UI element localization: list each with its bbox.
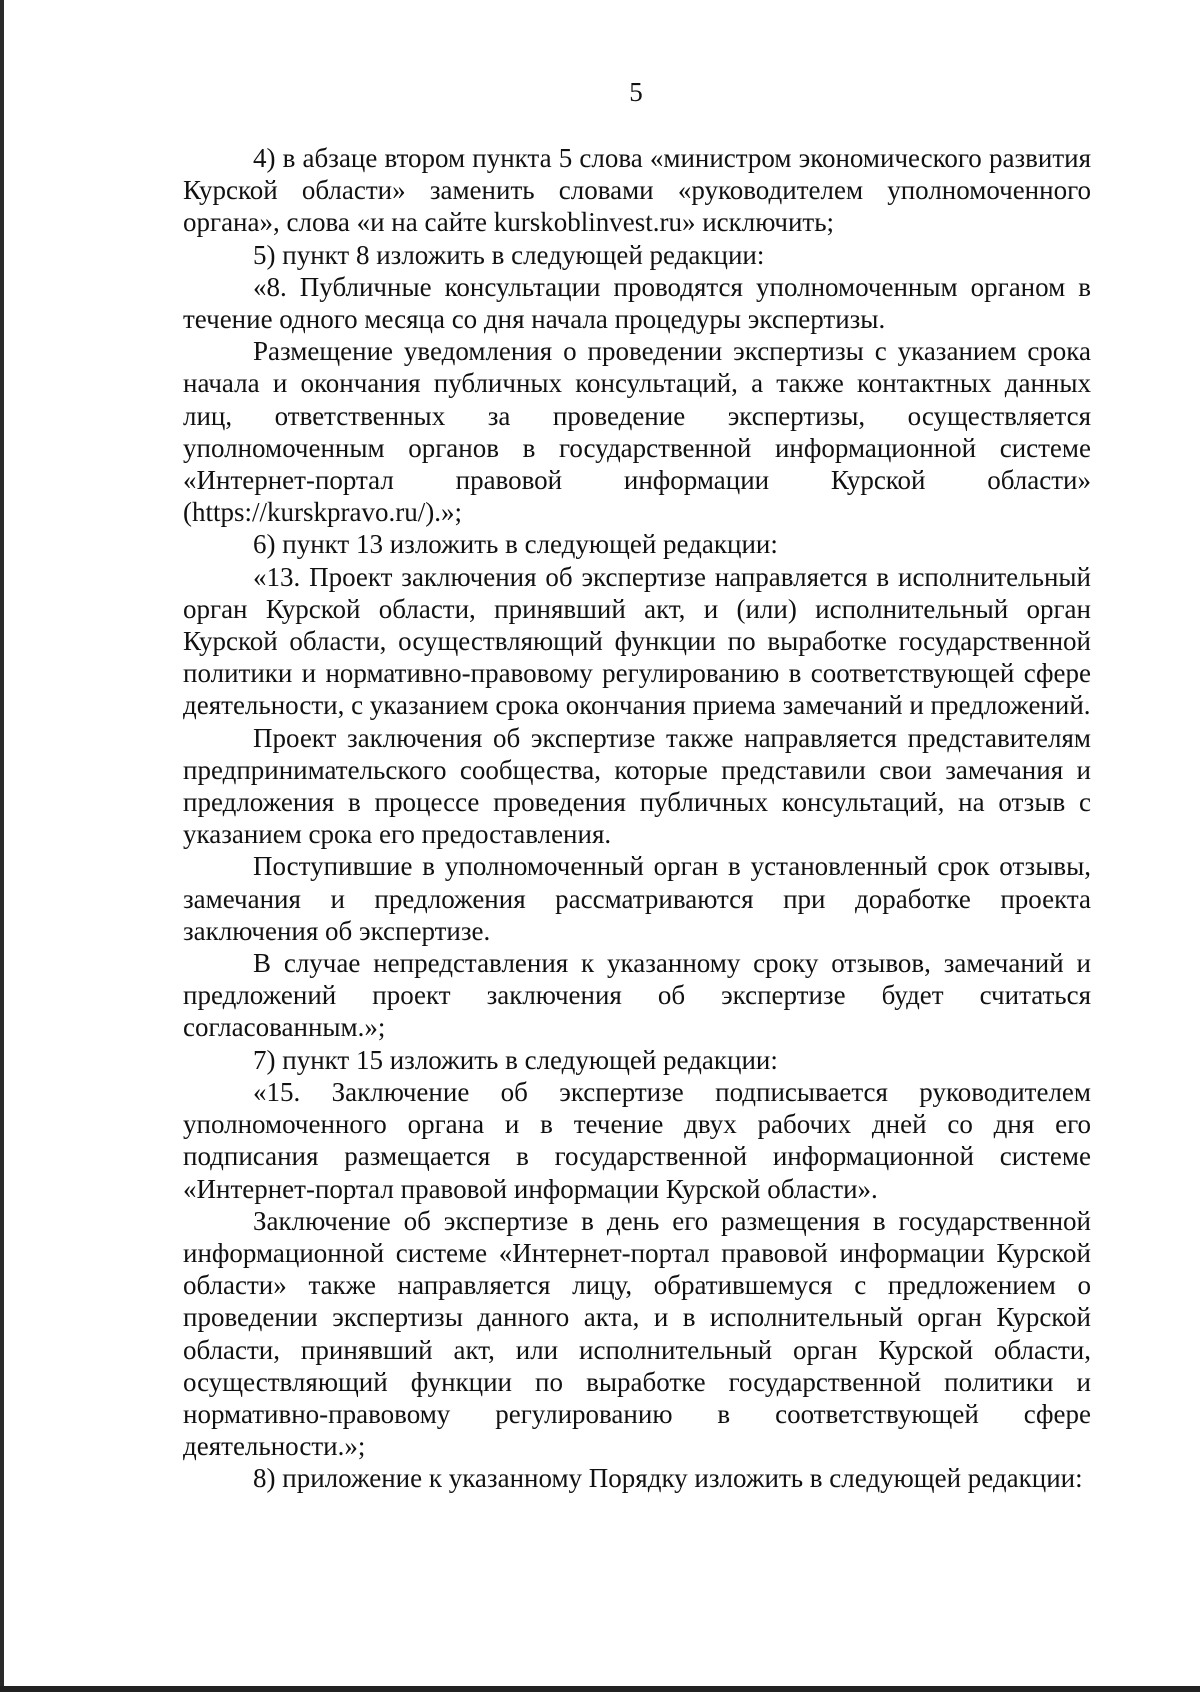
paragraph-item-5: 5) пункт 8 изложить в следующей редакции:: [253, 239, 765, 270]
paragraph-item-7: 7) пункт 15 изложить в следующей редакции:: [253, 1044, 778, 1075]
scan-edge-left: [0, 0, 4, 1692]
document-body: [183, 142, 1091, 1495]
paragraph-item-4: 4) в абзаце втором пункта 5 слова «министром экономического развития Курской области» заменить словами «руководителем уполномоченного органа», слова «и на сайте kurskoblinvest.ru» исключить;: [183, 143, 1091, 238]
page-number: 5: [629, 77, 643, 107]
paragraph-point-15-text: «15. Заключение об экспертизе подписывается руководителем уполномоченного органа и в течение двух рабочих дней со дня его подписания размещается в государственной информационной системе «Интернет-портал правовой информации Курской области».: [183, 1076, 1091, 1204]
paragraph-point-13-text: «13. Проект заключения об экспертизе направляется в исполнительный орган Курской области, принявший акт, и (или) исполнительный орган Курской области, осуществляющий функции по выработке государственной политики и нормативно-правовому регулированию в соответствующей сфере деятельности, с указанием срока окончания приема замечаний и предложений.: [183, 561, 1091, 721]
paragraph-point-15-distribution: Заключение об экспертизе в день его размещения в государственной информационной системе «Интернет-портал правовой информации Курской области» также направляется лицу, обратившемуся с предложением о проведении экспертизы данного акта, и в исполнительный орган Курской области, принявший акт, или исполнительный орган Курской области, осуществляющий функции по выработке государственной политики и нормативно-правовому регулированию в соответствующей сфере деятельности.»;: [183, 1205, 1091, 1462]
paragraph-point-13-business: Проект заключения об экспертизе также направляется представителям предпринимательского сообщества, которые представили свои замечания и предложения в процессе проведения публичных консультаций, на отзыв с указанием срока его предоставления.: [183, 722, 1091, 850]
paragraph-item-6: 6) пункт 13 изложить в следующей редакции:: [253, 529, 778, 560]
paragraph-point-13-default: В случае непредставления к указанному сроку отзывов, замечаний и предложений проект заключения об экспертизе будет считаться согласованным.»;: [183, 948, 1091, 1043]
paragraph-item-8: 8) приложение к указанному Порядку изложить в следующей редакции:: [253, 1463, 1083, 1494]
paragraph-point-8-text: «8. Публичные консультации проводятся уполномоченным органом в течение одного месяца со дня начала процедуры экспертизы.: [183, 271, 1091, 335]
scan-edge-bottom: [0, 1686, 1200, 1692]
paragraph-point-13-feedback: Поступившие в уполномоченный орган в установленный срок отзывы, замечания и предложения рассматриваются при доработке проекта заключения об экспертизе.: [183, 851, 1091, 946]
paragraph-point-8-notice: Размещение уведомления о проведении экспертизы с указанием срока начала и окончания публичных консультаций, а также контактных данных лиц, ответственных за проведение экспертизы, осуществляется уполномоченным органов в государственной информационной системе «Интернет-портал правовой информации Курской области» (https://kurskpravo.ru/).»;: [183, 336, 1091, 528]
